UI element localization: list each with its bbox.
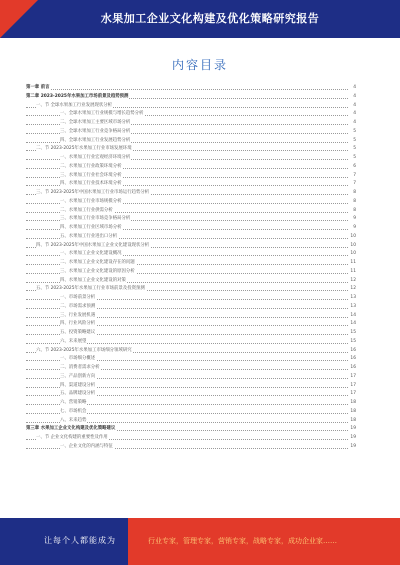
- toc-entry-label: 三、节 2023-2025年中国水果加工行业市场运行趋势分析: [36, 189, 150, 198]
- toc-entry[interactable]: [26, 417, 356, 426]
- toc-entry-page-number: 9: [352, 215, 356, 224]
- toc-entry[interactable]: [26, 242, 356, 251]
- toc-heading: 内容目录: [171, 58, 228, 72]
- toc-entry-label: 第二章 2023-2025年水果加工市场前景及趋势预测: [26, 93, 129, 102]
- report-title: 水果加工企业文化构建及优化策略研究报告: [100, 12, 320, 25]
- toc-entry[interactable]: [26, 189, 356, 198]
- toc-entry-page-number: 13: [349, 294, 356, 303]
- toc-entry-label: 二、市场需求预测: [60, 303, 96, 312]
- toc-entry-page-number: 4: [352, 119, 356, 128]
- toc-entry[interactable]: [26, 294, 356, 303]
- toc-entry-page-number: 12: [349, 277, 356, 286]
- toc-entry-label: 第三章 水果加工企业文化构建及优化策略建议: [26, 425, 116, 434]
- toc-entry-page-number: 17: [349, 373, 356, 382]
- toc-entry[interactable]: [26, 84, 356, 93]
- toc-entry[interactable]: [26, 373, 356, 382]
- toc-entry-label: 七、市场机会: [60, 408, 87, 417]
- toc-entry[interactable]: [26, 154, 356, 163]
- toc-entry-page-number: 19: [349, 443, 356, 452]
- toc-entry-page-number: 18: [349, 417, 356, 426]
- table-of-contents: [26, 84, 356, 452]
- footer-slogan: 让每个人都能成为: [44, 536, 116, 545]
- toc-entry-page-number: 8: [352, 189, 356, 198]
- footer-expert-line: 行业专家，管理专家，营销专家，战略专家，成功企业家……: [148, 537, 337, 545]
- toc-entry-label: 四、行业风险分析: [60, 320, 96, 329]
- toc-entry-label: 二、水果加工行业政策环境分析: [60, 163, 122, 172]
- toc-entry-page-number: 13: [349, 303, 356, 312]
- toc-entry-label: 一、市场前景分析: [60, 294, 96, 303]
- toc-entry-label: 五、水果加工行业进出口分析: [60, 233, 118, 242]
- toc-entry-page-number: 4: [352, 93, 356, 102]
- toc-entry-page-number: 12: [349, 285, 356, 294]
- toc-entry[interactable]: [26, 110, 356, 119]
- toc-leader-dots: [26, 89, 348, 90]
- toc-entry[interactable]: [26, 137, 356, 146]
- toc-entry-page-number: 4: [352, 110, 356, 119]
- toc-entry[interactable]: [26, 250, 356, 259]
- toc-entry-label: 二、消费者需求分析: [60, 364, 101, 373]
- toc-entry-label: 五、投资策略建议: [60, 329, 96, 338]
- toc-entry-page-number: 4: [352, 102, 356, 111]
- toc-entry-label: 三、水果加工行业社会环境分析: [60, 172, 122, 181]
- toc-entry-label: 一、水果加工行业宏观经济环境分析: [60, 154, 131, 163]
- toc-entry-page-number: 10: [349, 250, 356, 259]
- toc-entry[interactable]: [26, 390, 356, 399]
- toc-entry-page-number: 14: [349, 320, 356, 329]
- toc-entry-label: 四、水果加工行业区域市场分析: [60, 224, 122, 233]
- toc-entry[interactable]: [26, 180, 356, 189]
- toc-entry-page-number: 16: [349, 364, 356, 373]
- toc-entry[interactable]: [26, 399, 356, 408]
- toc-entry-page-number: 4: [352, 84, 356, 93]
- toc-entry-label: 第一章 前言: [26, 84, 50, 93]
- toc-entry[interactable]: [26, 425, 356, 434]
- toc-entry-label: 二、节 2023-2025年水果加工行业市场发展环境: [36, 145, 133, 154]
- footer-banner: [0, 518, 400, 565]
- toc-entry[interactable]: [26, 102, 356, 111]
- toc-entry[interactable]: [26, 320, 356, 329]
- toc-entry[interactable]: [26, 277, 356, 286]
- toc-entry-page-number: 19: [349, 434, 356, 443]
- toc-entry-label: 一、节 全球水果加工行业发展现状分析: [36, 102, 113, 111]
- toc-entry-page-number: 11: [349, 259, 356, 268]
- toc-entry-label: 三、行业发展机遇: [60, 312, 96, 321]
- toc-entry-label: 六、未来展望: [60, 338, 87, 347]
- toc-entry[interactable]: [26, 338, 356, 347]
- toc-entry-page-number: 17: [349, 390, 356, 399]
- toc-entry[interactable]: [26, 443, 356, 452]
- toc-entry-label: 五、节 2023-2025年水果加工行业市场前景及投资预测: [36, 285, 146, 294]
- toc-entry-label: 四、渠道建设分析: [60, 382, 96, 391]
- toc-entry[interactable]: [26, 163, 356, 172]
- toc-entry-label: 三、全球水果加工行业竞争格局分析: [60, 128, 131, 137]
- toc-entry-label: 六、营销策略: [60, 399, 87, 408]
- toc-entry-page-number: 17: [349, 382, 356, 391]
- toc-entry-label: 一、节 企业文化构建的重要性及作用: [36, 434, 109, 443]
- toc-entry-page-number: 19: [349, 425, 356, 434]
- toc-entry-label: 一、水果加工企业文化建设概况: [60, 250, 122, 259]
- toc-entry-page-number: 14: [349, 312, 356, 321]
- toc-entry[interactable]: [26, 119, 356, 128]
- toc-entry[interactable]: [26, 93, 356, 102]
- toc-entry-label: 四、节 2023-2025年中国水果加工企业文化建设现状分析: [36, 242, 150, 251]
- toc-entry[interactable]: [26, 382, 356, 391]
- toc-entry-label: 三、水果加工企业文化建设的原因分析: [60, 268, 136, 277]
- toc-entry[interactable]: [26, 207, 356, 216]
- toc-entry[interactable]: [26, 268, 356, 277]
- toc-entry[interactable]: [26, 128, 356, 137]
- toc-entry-page-number: 18: [349, 408, 356, 417]
- toc-entry-page-number: 10: [349, 233, 356, 242]
- toc-entry[interactable]: [26, 355, 356, 364]
- toc-entry[interactable]: [26, 303, 356, 312]
- toc-entry[interactable]: [26, 233, 356, 242]
- toc-entry-label: 八、未来趋势: [60, 417, 87, 426]
- toc-entry-label: 四、水果加工企业文化建设的对策: [60, 277, 127, 286]
- toc-entry[interactable]: [26, 215, 356, 224]
- toc-entry[interactable]: [26, 198, 356, 207]
- toc-entry[interactable]: [26, 172, 356, 181]
- toc-entry[interactable]: [26, 364, 356, 373]
- toc-entry[interactable]: [26, 408, 356, 417]
- toc-entry-page-number: 5: [352, 145, 356, 154]
- toc-entry-page-number: 8: [352, 198, 356, 207]
- toc-entry[interactable]: [26, 145, 356, 154]
- toc-entry-page-number: 15: [349, 329, 356, 338]
- toc-entry-label: 六、节 2023-2025年水果加工市场细分领域研究: [36, 347, 133, 356]
- toc-entry-label: 二、水果加工行业供需分析: [60, 207, 114, 216]
- toc-entry-label: 二、水果加工企业文化建设存在的问题: [60, 259, 136, 268]
- toc-entry-page-number: 9: [352, 224, 356, 233]
- toc-entry-label: 一、市场细分概述: [60, 355, 96, 364]
- toc-entry[interactable]: [26, 347, 356, 356]
- toc-entry-page-number: 5: [352, 154, 356, 163]
- toc-entry-label: 二、全球水果加工主要区域市场分析: [60, 119, 131, 128]
- toc-entry[interactable]: [26, 285, 356, 294]
- toc-entry-label: 一、企业文化的内涵与特征: [60, 443, 114, 452]
- report-header-banner: [0, 0, 400, 38]
- toc-entry-page-number: 10: [349, 242, 356, 251]
- toc-entry-label: 四、水果加工行业技术环境分析: [60, 180, 122, 189]
- toc-entry[interactable]: [26, 434, 356, 443]
- toc-entry[interactable]: [26, 259, 356, 268]
- toc-entry-label: 四、全球水果加工行业发展趋势分析: [60, 137, 131, 146]
- toc-entry-page-number: 16: [349, 347, 356, 356]
- toc-entry-page-number: 5: [352, 128, 356, 137]
- header-red-corner: [0, 0, 38, 38]
- toc-entry-page-number: 7: [352, 172, 356, 181]
- toc-entry-label: 一、水果加工行业市场规模分析: [60, 198, 122, 207]
- toc-entry-page-number: 7: [352, 180, 356, 189]
- toc-entry[interactable]: [26, 329, 356, 338]
- toc-entry-label: 五、品牌建设分析: [60, 390, 96, 399]
- footer-red-panel: [128, 518, 400, 565]
- toc-entry-page-number: 11: [349, 268, 356, 277]
- toc-entry[interactable]: [26, 312, 356, 321]
- toc-entry-label: 一、全球水果加工行业规模与增长趋势分析: [60, 110, 144, 119]
- toc-entry-page-number: 6: [352, 163, 356, 172]
- toc-entry-label: 三、产品创新方向: [60, 373, 96, 382]
- toc-entry-page-number: 5: [352, 137, 356, 146]
- toc-entry-page-number: 16: [349, 355, 356, 364]
- toc-entry[interactable]: [26, 224, 356, 233]
- toc-entry-page-number: 18: [349, 399, 356, 408]
- toc-entry-page-number: 8: [352, 207, 356, 216]
- toc-entry-label: 三、水果加工行业市场竞争格局分析: [60, 215, 131, 224]
- toc-entry-page-number: 15: [349, 338, 356, 347]
